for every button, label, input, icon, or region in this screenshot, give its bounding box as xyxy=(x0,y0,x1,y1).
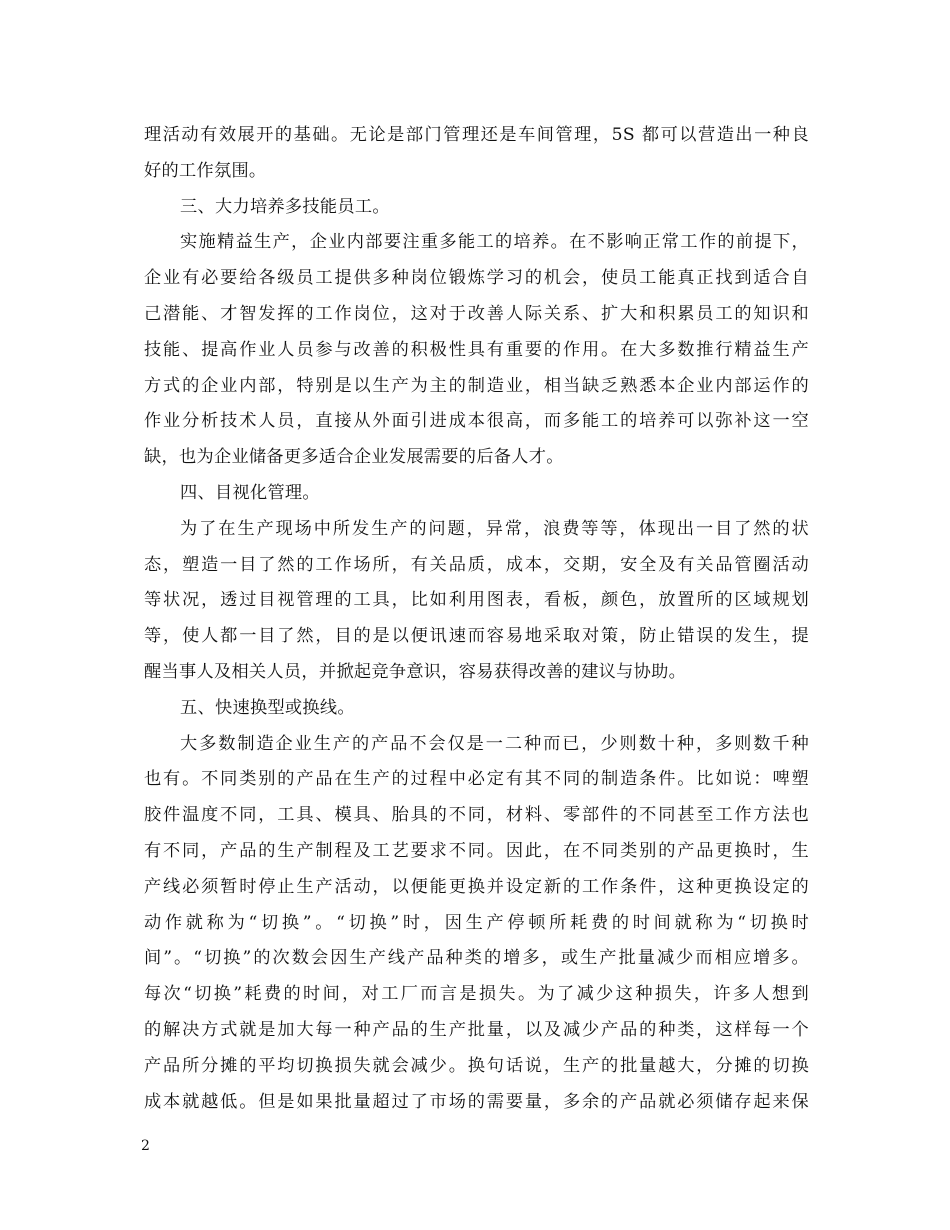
text-line: 方式的企业内部，特别是以生产为主的制造业，相当缺乏熟悉本企业内部运作的 xyxy=(144,375,809,396)
text-line: 产品所分摊的平均切换损失就会减少。换句话说，生产的批量越大，分摊的切换 xyxy=(144,1055,809,1076)
text-line: 态，塑造一目了然的工作场所，有关品质，成本，交期，安全及有关品管圈活动 xyxy=(144,554,809,575)
text-line: 理活动有效展开的基础。无论是部门管理还是车间管理，5S 都可以营造出一种良 xyxy=(144,125,809,145)
text-line: 动作就称为“切换”。“切换”时，因生产停顿所耗费的时间就称为“切换时 xyxy=(144,912,809,933)
text-line: 大多数制造企业生产的产品不会仅是一二种而已，少则数十种，多则数千种 xyxy=(180,733,809,754)
text-line: 间”。“切换”的次数会因生产线产品种类的增多，或生产批量减少而相应增多。 xyxy=(144,948,809,969)
text-line: 胶件温度不同，工具、模具、胎具的不同，材料、零部件的不同甚至工作方法也 xyxy=(144,805,809,826)
text-line: 企业有必要给各级员工提供多种岗位锻炼学习的机会，使员工能真正找到适合自 xyxy=(144,268,809,289)
text-line: 有不同，产品的生产制程及工艺要求不同。因此，在不同类别的产品更换时，生 xyxy=(144,840,809,861)
text-line: 作业分析技术人员，直接从外面引进成本很高，而多能工的培养可以弥补这一空 xyxy=(144,411,809,432)
text-line: 为了在生产现场中所发生产的问题，异常，浪费等等，体现出一目了然的状 xyxy=(180,518,809,539)
text-line: 技能、提高作业人员参与改善的积极性具有重要的作用。在大多数推行精益生产 xyxy=(144,339,809,360)
page-number: 2 xyxy=(141,1138,150,1154)
text-line: 实施精益生产，企业内部要注重多能工的培养。在不影响正常工作的前提下， xyxy=(180,232,809,253)
section-heading: 五、快速换型或换线。 xyxy=(180,697,355,718)
text-line: 产线必须暂时停止生产活动，以便能更换并设定新的工作条件，这种更换设定的 xyxy=(144,876,809,897)
text-line: 每次“切换”耗费的时间，对工厂而言是损失。为了减少这种损失，许多人想到 xyxy=(144,984,809,1005)
section-heading: 四、目视化管理。 xyxy=(180,482,320,503)
text-line: 缺，也为企业储备更多适合企业发展需要的后备人才。 xyxy=(144,447,564,468)
text-line: 成本就越低。但是如果批量超过了市场的需要量，多余的产品就必须储存起来保 xyxy=(144,1091,809,1112)
body-text xyxy=(144,118,809,1120)
text-line: 等，使人都一目了然，目的是以便讯速而容易地采取对策，防止错误的发生，提 xyxy=(144,626,809,647)
text-line: 也有。不同类别的产品在生产的过程中必定有其不同的制造条件。比如说：啤塑 xyxy=(144,769,809,790)
section-heading: 三、大力培养多技能员工。 xyxy=(180,196,390,217)
text-line: 醒当事人及相关人员，并掀起竞争意识，容易获得改善的建议与协助。 xyxy=(144,661,687,682)
text-line: 等状况，透过目视管理的工具，比如利用图表，看板，颜色，放置所的区域规划 xyxy=(144,590,809,611)
text-line: 好的工作氛围。 xyxy=(144,160,267,181)
text-line: 己潜能、才智发挥的工作岗位，这对于改善人际关系、扩大和积累员工的知识和 xyxy=(144,303,809,324)
text-line: 的解决方式就是加大每一种产品的生产批量，以及减少产品的种类，这样每一个 xyxy=(144,1019,809,1040)
